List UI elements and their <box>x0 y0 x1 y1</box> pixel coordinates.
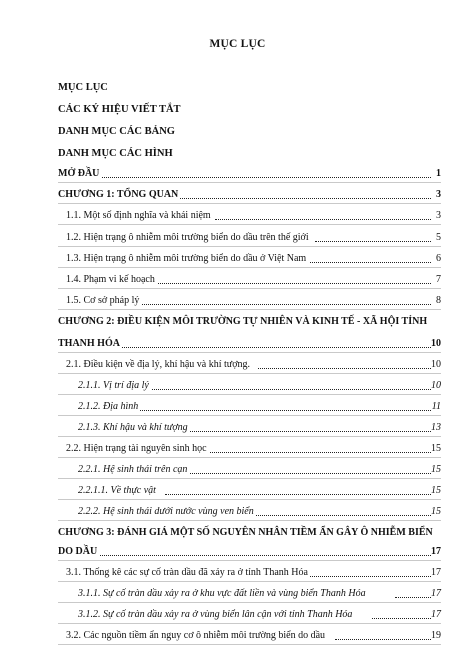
toc-entry[interactable] <box>0 294 475 308</box>
toc-entry-page: 8 <box>431 294 441 308</box>
toc-entry-page: 10 <box>431 380 441 391</box>
toc-entry[interactable] <box>0 545 475 559</box>
toc-entry-text: MỞ ĐẦU <box>58 168 100 179</box>
toc-entry-text: 2.1.2. Địa hình <box>78 401 139 412</box>
toc-entry[interactable] <box>0 587 475 601</box>
toc-entry-page: 1 <box>431 167 441 181</box>
toc-entry-page: 10 <box>431 338 441 349</box>
toc-entry[interactable] <box>0 566 475 580</box>
toc-entry[interactable] <box>0 442 475 456</box>
toc-entry[interactable] <box>0 608 475 622</box>
toc-entry-page: 5 <box>431 231 441 245</box>
toc-entry[interactable] <box>0 209 475 223</box>
toc-entry-text: 2.1.3. Khí hậu và khí tượng <box>78 422 188 433</box>
toc-entry[interactable] <box>0 231 475 245</box>
toc-entry[interactable] <box>0 273 475 287</box>
toc-entry-text: 1.4. Phạm vi kế hoạch <box>66 274 155 285</box>
toc-entry-page: 10 <box>431 359 441 370</box>
toc-entry-text: 3.2. Các nguồn tiềm ẩn nguy cơ ô nhiễm môi trường biển do dầu <box>66 630 326 641</box>
toc-entry-page: 17 <box>431 609 441 620</box>
toc-entry[interactable] <box>0 252 475 266</box>
toc-entry[interactable] <box>0 188 475 202</box>
toc-entry-text: 2.2.1.1. Về thực vật <box>78 485 156 496</box>
toc-entry-text: THANH HÓA <box>58 338 120 349</box>
toc-front-item[interactable]: MỤC LỤC <box>58 82 108 93</box>
toc-entry-text: 1.5. Cơ sở pháp lý <box>66 295 140 306</box>
toc-entry-text: 2.1. Điều kiện về địa lý, khí hậu và khí tượng. <box>66 359 251 370</box>
toc-entry-text[interactable]: CHƯƠNG 3: ĐÁNH GIÁ MỘT SỐ NGUYÊN NHÂN TIỀM ẨN GÂY Ô NHIỄM BIỂN <box>58 527 433 538</box>
toc-entry[interactable] <box>0 167 475 181</box>
toc-entry-text: 2.2. Hiện trạng tài nguyên sinh học <box>66 443 207 454</box>
toc-entry-page: 17 <box>431 567 441 578</box>
toc-entry[interactable] <box>0 337 475 351</box>
toc-entry-page: 15 <box>431 464 441 475</box>
toc-entry-page: 17 <box>431 546 441 557</box>
toc-entry-page: 6 <box>431 252 441 266</box>
toc-entry-page: 11 <box>431 401 441 412</box>
toc-entry[interactable] <box>0 358 475 372</box>
toc-entry[interactable] <box>0 484 475 498</box>
toc-entry[interactable] <box>0 463 475 477</box>
toc-entry-page: 13 <box>431 422 441 433</box>
toc-entry-text[interactable]: CHƯƠNG 2: ĐIỀU KIỆN MÔI TRƯỜNG TỰ NHIÊN VÀ KINH TẾ - XÃ HỘI TỈNH <box>58 316 428 327</box>
toc-entry-text: 3.1.2. Sự cố tràn dầu xảy ra ở vùng biển lân cận với tỉnh Thanh Hóa <box>78 609 353 620</box>
toc-entry-page: 17 <box>431 588 441 599</box>
toc-entry-page: 19 <box>431 630 441 641</box>
toc-entry-text: DO DẦU <box>58 546 98 557</box>
page-title: MỤC LỤC <box>209 38 266 50</box>
toc-entry[interactable] <box>0 379 475 393</box>
toc-front-item[interactable]: CÁC KÝ HIỆU VIẾT TẮT <box>58 104 181 115</box>
toc-front-item[interactable]: DANH MỤC CÁC HÌNH <box>58 148 173 159</box>
toc-entry-text: CHƯƠNG 1: TỔNG QUAN <box>58 189 179 200</box>
toc-entry-text: 2.2.1. Hệ sinh thái trên cạn <box>78 464 188 475</box>
toc-entry-page: 3 <box>431 188 441 202</box>
toc-entry-page: 15 <box>431 506 441 517</box>
toc-entry-text: 3.1. Thống kê các sự cố tràn dầu đã xảy ra ở tỉnh Thanh Hóa <box>66 567 308 578</box>
toc-entry[interactable] <box>0 629 475 643</box>
toc-entry[interactable] <box>0 505 475 519</box>
toc-entry-page: 3 <box>431 209 441 223</box>
toc-entry-text: 3.1.1. Sự cố tràn dầu xảy ra ở khu vực đất liền và vùng biển Thanh Hóa <box>78 588 366 599</box>
toc-entry-text: 2.1.1. Vị trí địa lý <box>78 380 149 391</box>
toc-entry-text: 1.3. Hiện trạng ô nhiễm môi trường biển do dầu ở Việt Nam <box>66 253 307 264</box>
toc-entry-page: 15 <box>431 485 441 496</box>
toc-entry[interactable] <box>0 400 475 414</box>
toc-entry-text: 1.2. Hiện trạng ô nhiễm môi trường biển do dầu trên thế giới <box>66 232 309 243</box>
toc-entry-text: 2.2.2. Hệ sinh thái dưới nước vùng ven biển <box>78 506 254 517</box>
toc-entry-text: 1.1. Một số định nghĩa và khái niệm <box>66 210 211 221</box>
toc-front-item[interactable]: DANH MỤC CÁC BẢNG <box>58 126 175 137</box>
toc-entry-page: 15 <box>431 443 441 454</box>
toc-entry[interactable] <box>0 421 475 435</box>
toc-entry-page: 7 <box>431 273 441 287</box>
